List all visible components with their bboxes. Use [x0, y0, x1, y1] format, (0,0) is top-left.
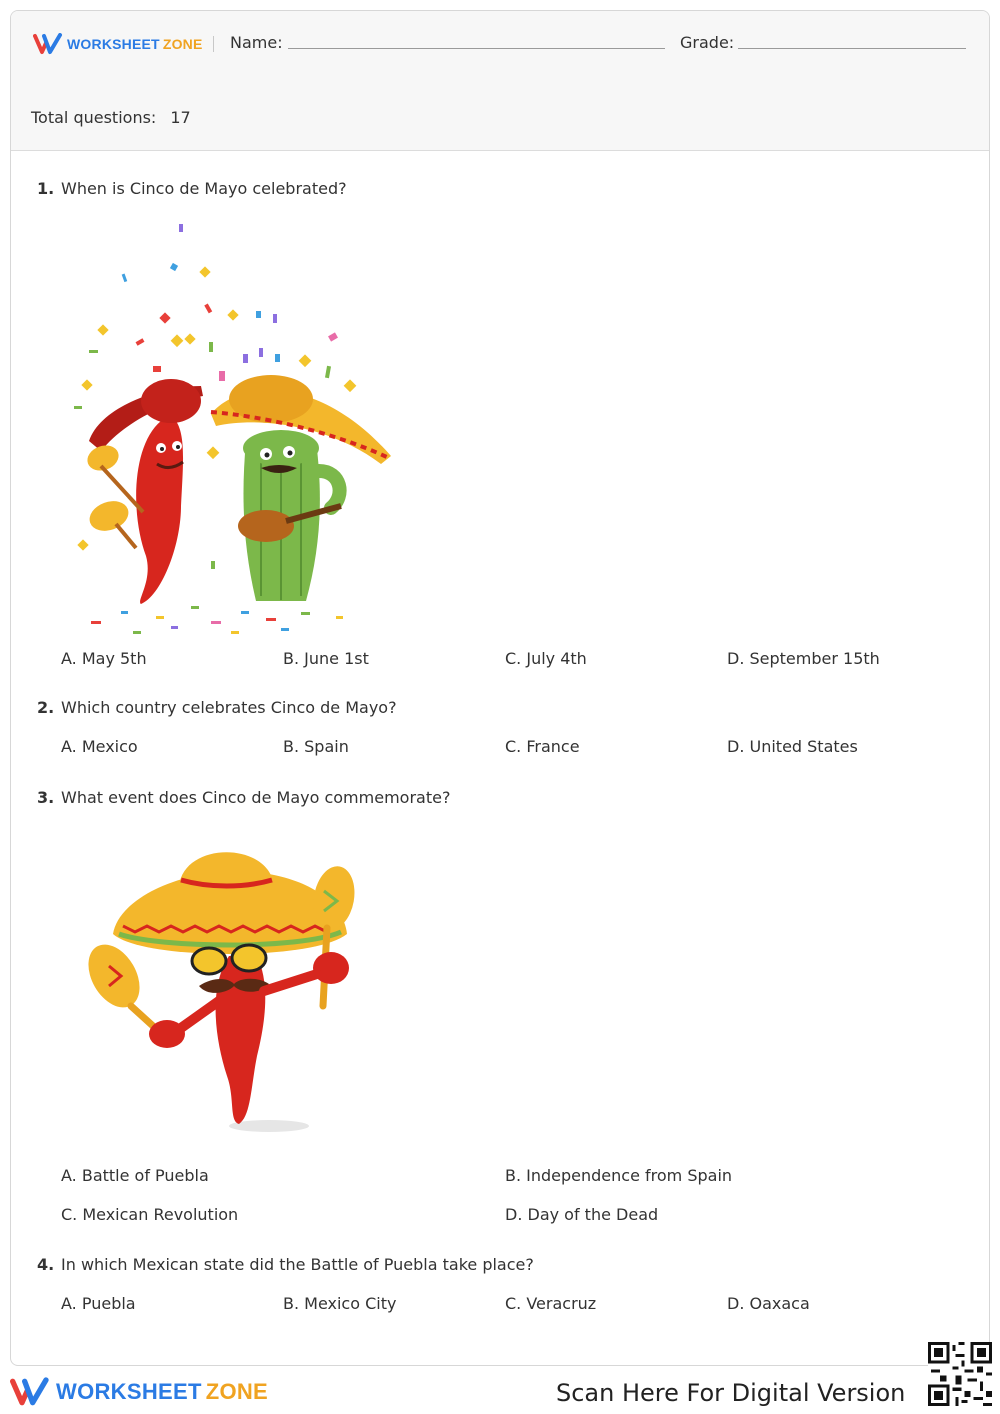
name-label: Name: [230, 33, 283, 52]
option-3d[interactable]: D. Day of the Dead [505, 1205, 659, 1224]
brand-wordmark: WORKSHEET ZONE [67, 36, 203, 52]
question-number: 1. [37, 179, 55, 198]
question-1 [37, 179, 347, 198]
option-3c[interactable]: C. Mexican Revolution [61, 1205, 239, 1224]
question-text: Which country celebrates Cinco de Mayo? [61, 698, 397, 717]
chili-character [84, 379, 203, 604]
option-2b[interactable]: B. Spain [283, 737, 349, 756]
footer-brand-wordmark: WORKSHEET ZONE [56, 1379, 269, 1404]
chili-sombrero-illustration [79, 836, 359, 1136]
header-divider [213, 36, 214, 52]
question-text: When is Cinco de Mayo celebrated? [61, 179, 347, 198]
total-questions-count: 17 [170, 108, 191, 127]
question-number: 3. [37, 788, 55, 807]
option-3b[interactable]: B. Independence from Spain [505, 1166, 733, 1185]
option-1a[interactable]: A. May 5th [61, 649, 147, 668]
total-questions-label: Total questions: [31, 108, 157, 127]
chili-character [79, 852, 359, 1132]
worksheet-header [11, 11, 989, 151]
chili-cactus-illustration [61, 216, 391, 641]
question-3 [37, 788, 450, 807]
logo-mark-icon [33, 33, 63, 55]
option-4a[interactable]: A. Puebla [61, 1294, 136, 1313]
option-4d[interactable]: D. Oaxaca [727, 1294, 810, 1313]
grade-field[interactable] [738, 48, 966, 49]
question-text: In which Mexican state did the Battle of Puebla take place? [61, 1255, 534, 1274]
option-4b[interactable]: B. Mexico City [283, 1294, 397, 1313]
question-4 [37, 1255, 534, 1274]
question-2 [37, 698, 397, 717]
option-1c[interactable]: C. July 4th [505, 649, 587, 668]
footer-brand-logo [10, 1376, 268, 1408]
question-number: 4. [37, 1255, 55, 1274]
question-number: 2. [37, 698, 55, 717]
brand-logo [33, 33, 203, 55]
qr-code-icon[interactable] [928, 1342, 992, 1406]
option-1d[interactable]: D. September 15th [727, 649, 880, 668]
option-3a[interactable]: A. Battle of Puebla [61, 1166, 209, 1185]
option-2c[interactable]: C. France [505, 737, 580, 756]
logo-mark-icon [10, 1376, 50, 1408]
option-2a[interactable]: A. Mexico [61, 737, 138, 756]
option-2d[interactable]: D. United States [727, 737, 858, 756]
cactus-character [211, 375, 391, 601]
grade-label: Grade: [680, 33, 735, 52]
name-field[interactable] [288, 48, 665, 49]
option-1b[interactable]: B. June 1st [283, 649, 369, 668]
question-text: What event does Cinco de Mayo commemorate? [61, 788, 451, 807]
worksheet-sheet [10, 10, 990, 1366]
option-4c[interactable]: C. Veracruz [505, 1294, 597, 1313]
total-questions [31, 108, 191, 127]
scan-text: Scan Here For Digital Version [556, 1379, 906, 1407]
